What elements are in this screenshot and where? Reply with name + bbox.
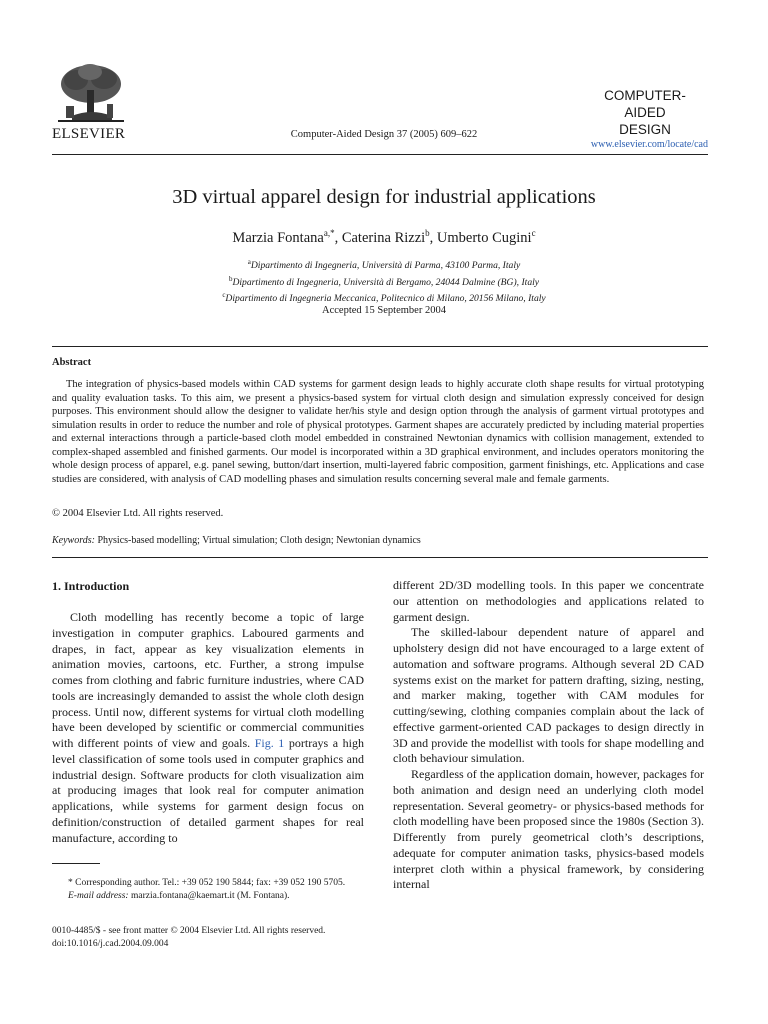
paragraph: different 2D/3D modelling tools. In this paper we concentrate our attention on methodologies and applications related to garment design. — [393, 578, 704, 624]
author-affil-mark: a,* — [323, 228, 335, 238]
author-name: Caterina Rizzi — [341, 229, 426, 246]
author-affil-mark: b — [425, 228, 430, 238]
journal-reference: Computer-Aided Design 37 (2005) 609–622 — [290, 129, 478, 140]
author-name: Marzia Fontana — [232, 229, 324, 246]
footnote-rule — [52, 863, 100, 864]
section-heading: 1. Introduction — [52, 579, 130, 593]
affiliation: $^a$Dipartimento di Ingegneria, Università di Parma, 43100 Parma, Italy — [247, 258, 521, 272]
affiliation-list — [0, 256, 768, 306]
abstract-heading: Abstract — [52, 357, 92, 368]
figure-link[interactable]: Fig. 1 — [254, 736, 285, 750]
footnote-email: E-mail address: marzia.fontana@kaemart.it (M. Fontana). — [68, 891, 290, 901]
keywords — [52, 535, 421, 546]
front-matter-doi: doi:10.1016/j.cad.2004.09.004 — [52, 939, 169, 949]
journal-brand-line1: COMPUTER-AIDED — [604, 88, 686, 120]
affiliation: $^c$Dipartimento di Ingegneria Meccanica, Politecnico di Milano, 20156 Milano, Italy — [222, 291, 546, 305]
right-column — [393, 578, 704, 893]
paragraph: Regardless of the application domain, however, packages for both animation and design need an underlying cloth model representation. Several geometry- or physics-based methods for cloth modelling have been proposed since the 1980s (Section 3). Differently from purely geometrical cloth’s descriptions, adequate for computer animation tasks, physics-based models interpret cloth within a physical framework, by considering internal — [393, 767, 704, 892]
journal-url-link[interactable]: www.elsevier.com/locate/cad — [590, 139, 708, 150]
keywords-text: Physics-based modelling; Virtual simulation; Cloth design; Newtonian dynamics — [97, 535, 421, 546]
front-matter-issn: 0010-4485/$ - see front matter © 2004 Elsevier Ltd. All rights reserved. — [52, 926, 326, 936]
author-list: Marzia Fontana$^{a,*}$, Caterina Rizzi$^b$, Umberto Cugini$^c$ — [232, 228, 536, 246]
affiliation: $^b$Dipartimento di Ingegneria, Università di Bergamo, 24044 Dalmine (BG), Italy — [228, 274, 540, 288]
journal-brand — [585, 87, 705, 138]
keywords-divider — [52, 557, 708, 558]
accepted-date: Accepted 15 September 2004 — [322, 305, 446, 316]
article-title: 3D virtual apparel design for industrial applications — [172, 186, 596, 208]
keywords-label: Keywords: — [52, 535, 95, 546]
author-name: Umberto Cugini — [436, 229, 532, 246]
author-affil-mark: c — [531, 228, 536, 238]
paragraph: The skilled-labour dependent nature of apparel and upholstery design did not have encouraged to a large extent of automation and software programs. Although several 2D CAD systems exist on the market for pattern drafting, sizing, nesting, and marker making, together with CAM modules for cutting/sewing, clothing companies complain about the lack of effective garment-oriented CAD packages to design directly in 3D and provide the modellist with tools for shape modelling and cloth behaviour simulation. — [393, 625, 704, 766]
abstract-body: The integration of physics-based models within CAD systems for garment design leads to highly accurate cloth shape results for virtual prototyping and quality evaluation tasks. To this aim, we present a physics-based system for virtual cloth design and simulation expressly conceived for design purposes. This environment should allow the designer to validate her/his style and design option through the analysis of garment virtual prototypes and simulation results in order to reduce the number and role of physical prototypes. Garment shapes are accurately predicted by including material properties and external interactions through a particle-based cloth model embedded in constrained Newtonian dynamics with collision management, extended to complex-shaped assembled and finished garments. Our model is incorporated within a 3D graphical environment, and includes operators monitoring the whole design process of apparel, e.g. panel sewing, button/dart insertion, multi-layered fabric composition, garment finishings, etc. Applications and case studies are considered, with analysis of CAD modelling phases and simulation results concerning several male and female garments. — [52, 379, 704, 485]
front-matter — [52, 925, 325, 951]
journal-brand-line2: DESIGN — [619, 122, 671, 137]
abstract-top-divider — [52, 346, 708, 347]
footnote — [52, 877, 364, 903]
publisher-name: ELSEVIER — [52, 126, 126, 142]
paragraph: Cloth modelling has recently become a topic of large investigation in computer graphics. Laboured garments and drapes, in fact, appear as key visualization elements in animation movies, cartoons, etc. Further, a strong impulse comes from clothing and fabric furniture industries, where CAD tools are increasingly demanded to assist the whole cloth design process. Until now, different systems for virtual cloth modelling have been developed by scientific or commercial communities with different points of view and goals. Fig. 1 portrays a high level classification of some tools used in computer graphics and industrial design. Software products for cloth visualization aim at producing images that look real for computer animation applications, while systems for garment design focus on definition/construction of detailed garment shapes for real manufacture, according to — [52, 610, 365, 845]
header-divider — [52, 154, 708, 155]
left-column — [52, 610, 364, 846]
footnote-contact: * Corresponding author. Tel.: +39 052 190 5844; fax: +39 052 190 5705. — [68, 878, 346, 888]
elsevier-tree-logo-icon — [52, 62, 130, 126]
abstract-copyright: © 2004 Elsevier Ltd. All rights reserved. — [52, 508, 224, 519]
